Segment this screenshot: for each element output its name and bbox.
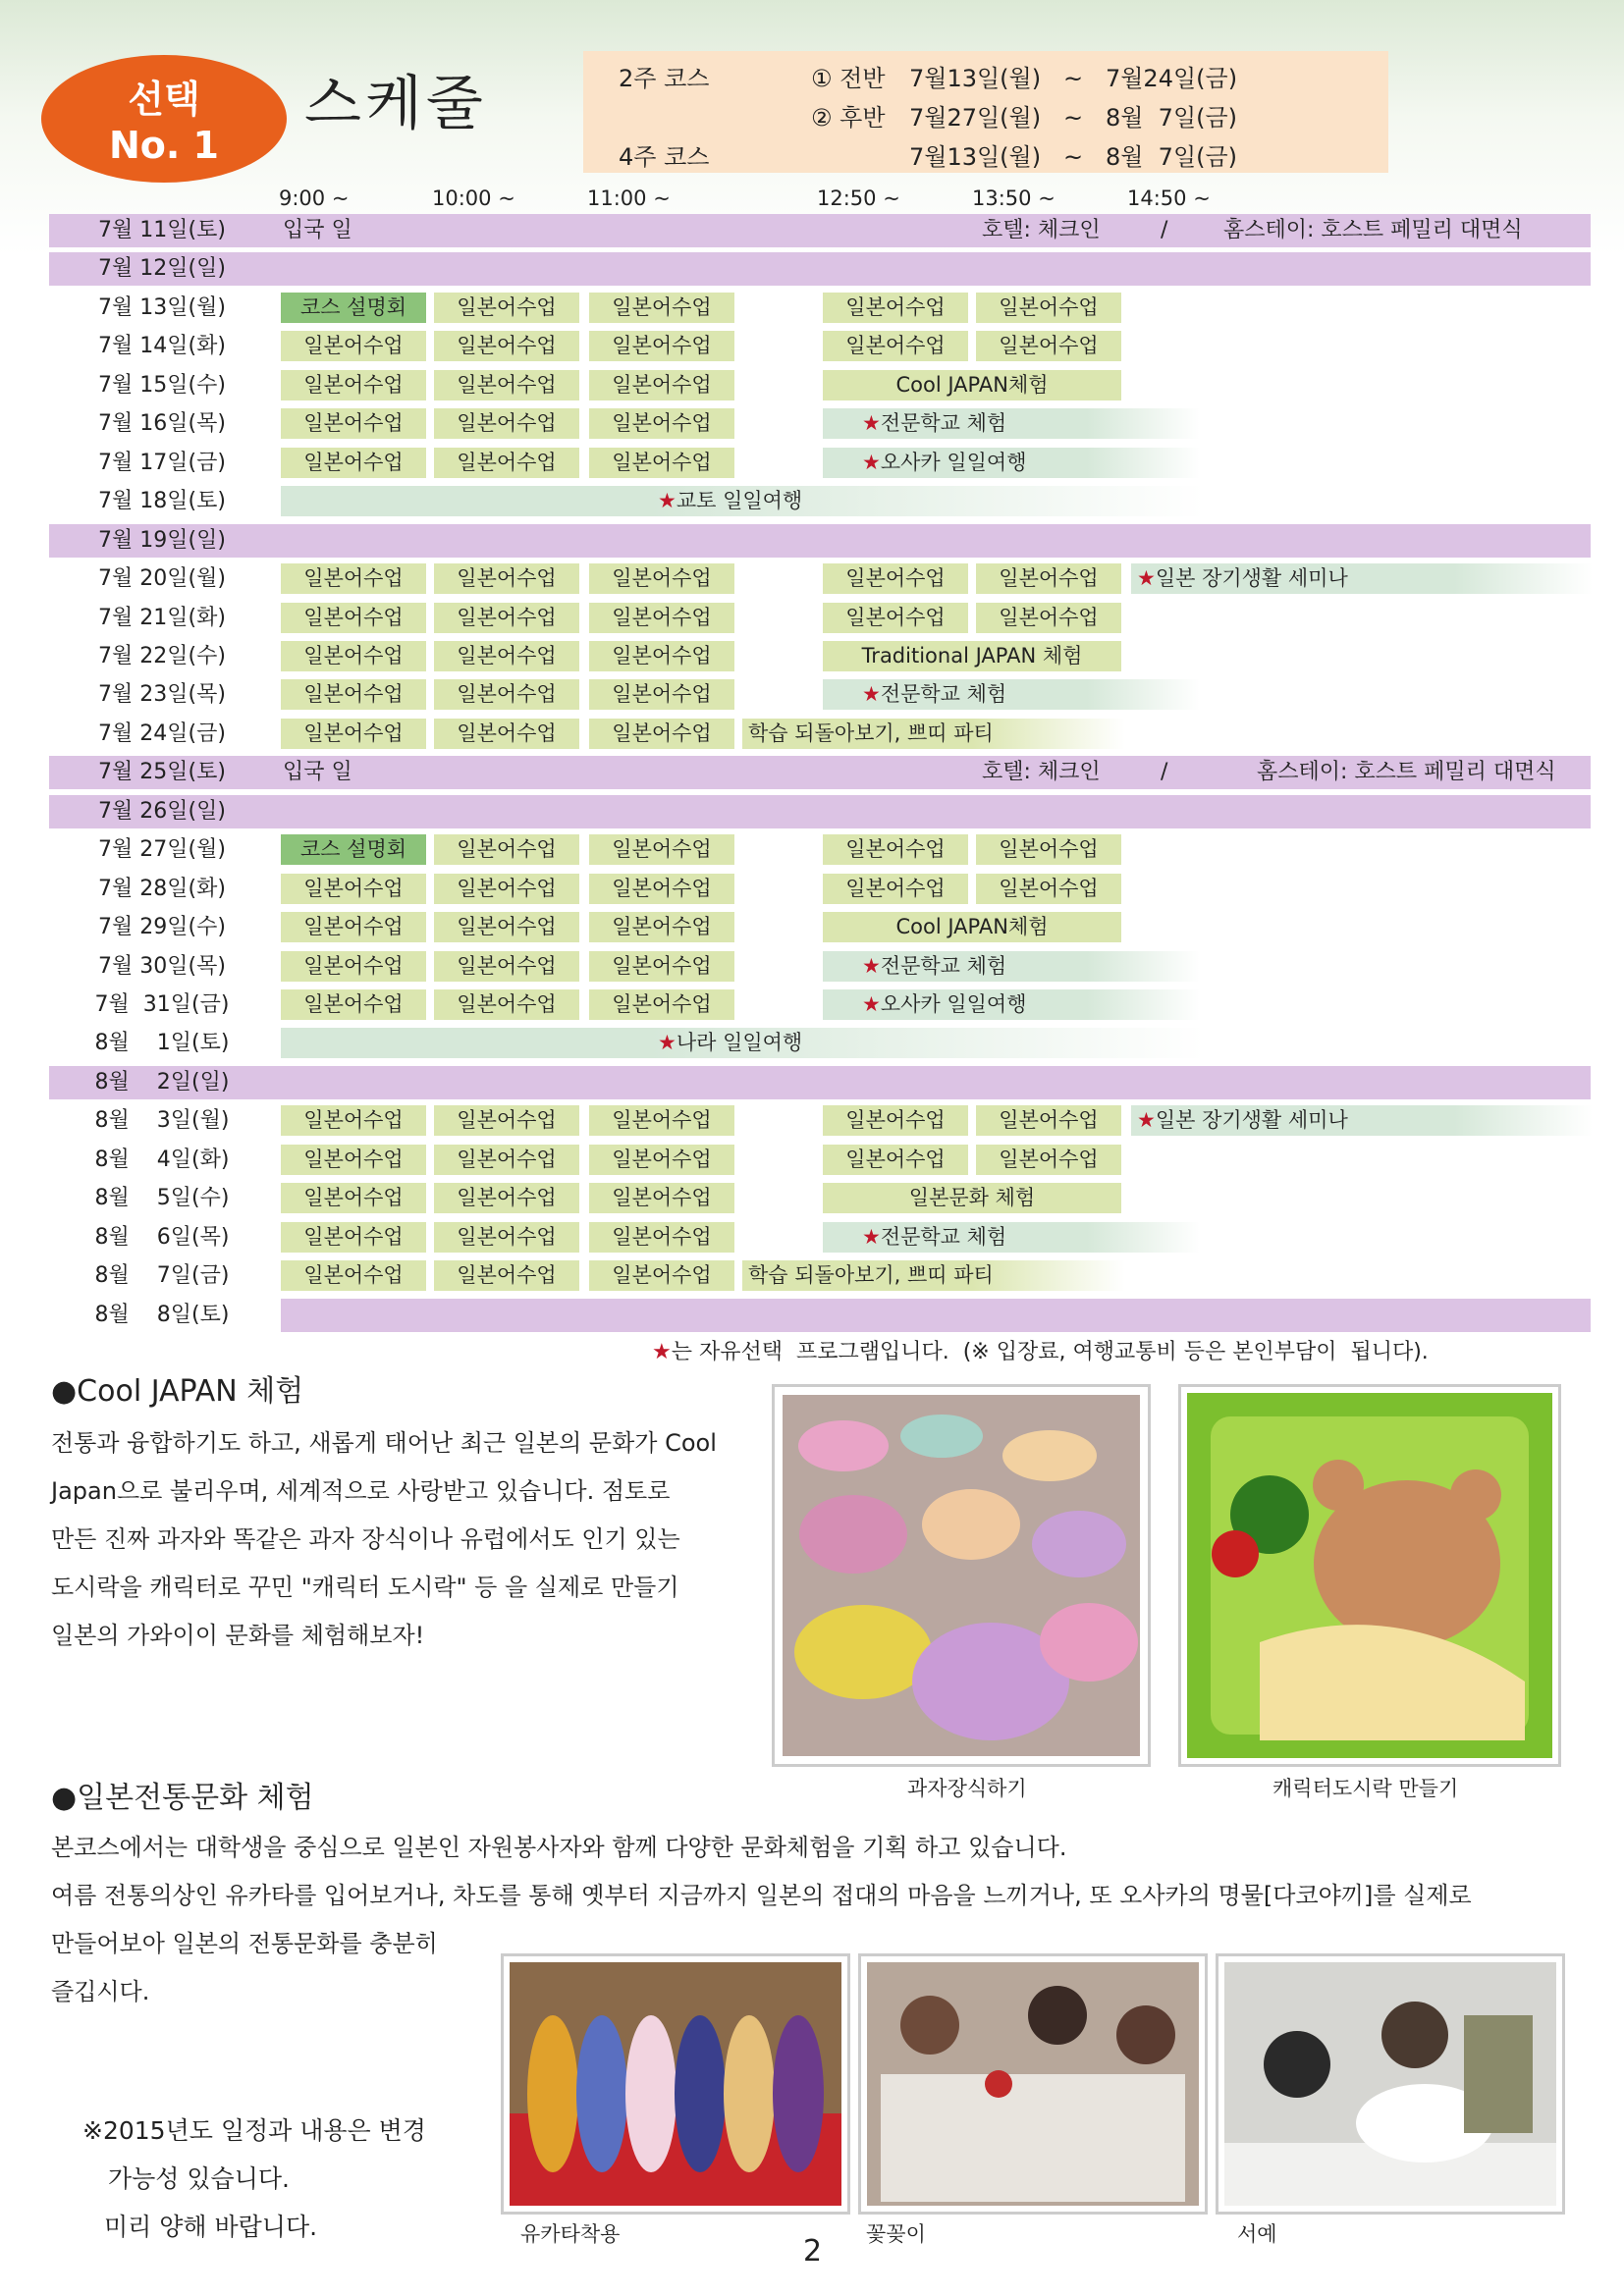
optional-program-cell <box>823 1222 1200 1253</box>
cool-japan-line: 일본의 가와이이 문화를 체험해보자! <box>51 1622 425 1649</box>
optional-program-label: 전문학교 체험 <box>880 1224 1007 1249</box>
japanese-class-cell: 일본어수업 <box>976 1105 1121 1136</box>
schedule-row <box>49 678 1591 712</box>
calligraphy-caption: 서예 <box>1237 2222 1277 2246</box>
page-title: 스케줄 <box>304 70 487 138</box>
star-icon: ★ <box>862 450 881 474</box>
japanese-class-cell: 일본어수업 <box>281 1222 426 1253</box>
schedule-row <box>49 1299 1591 1332</box>
japanese-class-cell: 일본어수업 <box>434 834 579 865</box>
japanese-class-cell: 일본어수업 <box>434 1260 579 1291</box>
japanese-class-cell: 일본어수업 <box>589 1222 734 1253</box>
japanese-class-cell: 일본어수업 <box>589 563 734 594</box>
schedule-row <box>49 756 1591 789</box>
japanese-class-cell: 일본어수업 <box>589 331 734 361</box>
japanese-class-cell: 일본어수업 <box>434 293 579 323</box>
japanese-class-cell: 일본어수업 <box>976 603 1121 633</box>
time-header-2: 10:00 ~ <box>432 187 515 210</box>
star-icon: ★ <box>1137 566 1156 591</box>
optional-program-label: 전문학교 체험 <box>880 682 1007 707</box>
japanese-class-cell: 일본어수업 <box>589 1260 734 1291</box>
course-orientation-cell: 코스 설명회 <box>281 293 426 323</box>
date-cell: 7월 22일(수) <box>98 643 226 668</box>
optional-program-cell <box>823 448 1200 478</box>
date-cell: 8월 4일(화) <box>94 1147 230 1172</box>
star-icon: ★ <box>1137 1108 1156 1133</box>
course-orientation-cell: 코스 설명회 <box>281 834 426 865</box>
time-header-6: 14:50 ~ <box>1127 187 1211 210</box>
japanese-class-cell: 일본어수업 <box>976 1145 1121 1175</box>
date-cell: 7월 29일(수) <box>98 915 226 940</box>
japanese-class-cell: 일본어수업 <box>281 563 426 594</box>
cool-japan-line: 도시락을 캐릭터로 꾸민 "캐릭터 도시락" 등 을 실제로 만들기 <box>51 1574 679 1601</box>
japanese-class-cell: 일본어수업 <box>281 951 426 982</box>
two-week-label: 2주 코스 <box>619 65 710 92</box>
date-cell: 7월 19일(일) <box>98 527 226 553</box>
schedule-row <box>49 330 1591 363</box>
flower-arrangement-photo <box>858 1953 1208 2215</box>
japanese-class-cell: 일본어수업 <box>434 1105 579 1136</box>
japanese-class-cell: 일본어수업 <box>281 448 426 478</box>
traditional-line: 여름 전통의상인 유카타를 입어보거나, 차도를 통해 옛부터 지금까지 일본의 접대의 마음을 느끼거나, 또 오사카의 명물[다코야끼]를 실제로 <box>51 1882 1472 1909</box>
date-cell: 7월 30일(목) <box>98 953 226 979</box>
selection-badge <box>41 55 287 183</box>
star-icon: ★ <box>862 992 881 1016</box>
date-cell: 8월 5일(수) <box>94 1186 230 1211</box>
japanese-class-cell: 일본어수업 <box>823 1145 968 1175</box>
japanese-class-cell: 일본어수업 <box>281 719 426 749</box>
date-cell: 8월 8일(토) <box>94 1302 230 1327</box>
day-trip-cell <box>281 1028 1204 1058</box>
bento-photo-caption: 캐릭터도시락 만들기 <box>1272 1777 1459 1800</box>
japanese-class-cell: 일본어수업 <box>434 563 579 594</box>
date-cell: 8월 2일(일) <box>94 1069 230 1095</box>
japanese-class-cell: 일본어수업 <box>281 989 426 1020</box>
japanese-class-cell: 일본어수업 <box>589 603 734 633</box>
seminar-cell <box>1131 1105 1593 1136</box>
schedule-row <box>49 911 1591 944</box>
star-icon: ★ <box>862 411 881 436</box>
flower-caption: 꽃꽂이 <box>866 2222 926 2246</box>
japanese-class-cell: 일본어수업 <box>589 408 734 439</box>
seminar-label: 일본 장기생활 세미나 <box>1155 1108 1348 1133</box>
japanese-class-cell: 일본어수업 <box>434 1222 579 1253</box>
schedule-row <box>49 369 1591 402</box>
second-half-dates: 7월27일(월) ~ 8월 7일(금) <box>909 104 1238 132</box>
japanese-class-cell: 일본어수업 <box>281 641 426 671</box>
japanese-class-cell: 일본어수업 <box>281 408 426 439</box>
schedule-row <box>49 524 1591 558</box>
traditional-title: ●일본전통문화 체험 <box>51 1781 314 1815</box>
time-header-3: 11:00 ~ <box>587 187 671 210</box>
japanese-class-cell: 일본어수업 <box>589 370 734 400</box>
date-cell: 7월 15일(수) <box>98 372 226 398</box>
japanese-class-cell: 일본어수업 <box>434 1183 579 1213</box>
japanese-class-cell: 일본어수업 <box>823 874 968 904</box>
date-cell: 8월 1일(토) <box>94 1031 230 1056</box>
time-header-1: 9:00 ~ <box>279 187 350 210</box>
time-header-4: 12:50 ~ <box>817 187 900 210</box>
second-half-label: ② 후반 <box>811 104 886 132</box>
schedule-row <box>49 873 1591 906</box>
schedule-row <box>49 1221 1591 1255</box>
optional-program-label: 전문학교 체험 <box>880 953 1007 978</box>
cool-japan-line: 전통과 융합하기도 하고, 새롭게 태어난 최근 일본의 문화가 Cool <box>51 1429 717 1457</box>
sweets-photo-caption: 과자장식하기 <box>907 1777 1027 1800</box>
schedule-row <box>49 833 1591 867</box>
note-text: 는 자유선택 프로그램입니다. (※ 입장료, 여행교통비 등은 본인부담이 됩니다). <box>671 1340 1429 1364</box>
japanese-class-cell: 일본어수업 <box>434 874 579 904</box>
traditional-line: 즐깁시다. <box>51 1978 150 2005</box>
schedule-row <box>49 1027 1591 1060</box>
time-header-5: 13:50 ~ <box>972 187 1056 210</box>
japanese-class-cell: 일본어수업 <box>589 293 734 323</box>
japanese-class-cell: 일본어수업 <box>434 951 579 982</box>
japanese-class-cell: 일본어수업 <box>823 331 968 361</box>
schedule-row <box>49 447 1591 480</box>
optional-program-cell <box>823 408 1200 439</box>
japanese-class-cell: 일본어수업 <box>434 331 579 361</box>
cool-japan-title: ●Cool JAPAN 체험 <box>51 1374 304 1409</box>
date-cell: 7월 27일(월) <box>98 837 226 863</box>
disclaimer <box>82 2107 426 2251</box>
japanese-class-cell: 일본어수업 <box>281 370 426 400</box>
sweets-decoration-photo <box>772 1384 1151 1767</box>
japanese-class-cell: 일본어수업 <box>976 834 1121 865</box>
japanese-class-cell: 일본어수업 <box>281 603 426 633</box>
review-party-cell: 학습 되돌아보기, 쁘띠 파티 <box>742 1260 1125 1291</box>
japanese-class-cell: 일본어수업 <box>434 989 579 1020</box>
japanese-class-cell: 일본어수업 <box>823 603 968 633</box>
japanese-class-cell: 일본어수업 <box>281 679 426 710</box>
page-number: 2 <box>803 2234 823 2269</box>
optional-program-cell <box>823 951 1200 982</box>
japanese-class-cell: 일본어수업 <box>589 679 734 710</box>
date-cell: 7월 25일(토) <box>98 760 226 785</box>
review-party-cell: 학습 되돌아보기, 쁘띠 파티 <box>742 719 1125 749</box>
separator-slash: / <box>1161 760 1168 785</box>
yukata-caption: 유카타착용 <box>520 2222 621 2246</box>
japanese-class-cell: 일본어수업 <box>434 603 579 633</box>
star-icon: ★ <box>862 953 881 978</box>
date-cell: 7월 23일(목) <box>98 682 226 708</box>
date-cell: 7월 21일(화) <box>98 605 226 630</box>
japanese-class-cell: 일본어수업 <box>589 912 734 942</box>
japanese-class-cell: 일본어수업 <box>976 563 1121 594</box>
japanese-class-cell: 일본어수업 <box>281 1145 426 1175</box>
schedule-row <box>49 1066 1591 1099</box>
japanese-class-cell: 일본어수업 <box>434 370 579 400</box>
japanese-class-cell: 일본어수업 <box>823 834 968 865</box>
free-option-note <box>652 1335 1429 1365</box>
japanese-class-cell: 일본어수업 <box>434 641 579 671</box>
japanese-class-cell: 일본어수업 <box>281 874 426 904</box>
japanese-class-cell: 일본어수업 <box>434 1145 579 1175</box>
disclaimer-line: 미리 양해 바랍니다. <box>104 2213 318 2241</box>
day-trip-label: 교토 일일여행 <box>676 489 803 513</box>
culture-experience-cell: Cool JAPAN체험 <box>823 370 1121 400</box>
star-icon: ★ <box>862 1224 881 1249</box>
date-cell: 7월 20일(월) <box>98 566 226 592</box>
traditional-line: 만들어보아 일본의 전통문화를 충분히 <box>51 1930 438 1957</box>
date-cell: 7월 12일(일) <box>98 256 226 282</box>
japanese-class-cell: 일본어수업 <box>589 1105 734 1136</box>
disclaimer-line: 가능성 있습니다. <box>108 2164 290 2193</box>
japanese-class-cell: 일본어수업 <box>589 1183 734 1213</box>
optional-program-label: 오사카 일일여행 <box>880 992 1027 1016</box>
badge-line2: No. 1 <box>108 124 219 167</box>
date-cell: 7월 24일(금) <box>98 721 226 746</box>
course-dates-box <box>583 51 1388 173</box>
date-cell: 7월 17일(금) <box>98 450 226 475</box>
optional-program-cell <box>823 989 1200 1020</box>
japanese-class-cell: 일본어수업 <box>434 448 579 478</box>
schedule-row <box>49 407 1591 441</box>
date-cell: 7월 13일(월) <box>98 294 226 320</box>
culture-experience-cell: Cool JAPAN체험 <box>823 912 1121 942</box>
homestay-label: 홈스테이: 호스트 페밀리 대면식 <box>1223 218 1523 242</box>
first-half-label: ① 전반 <box>811 65 886 92</box>
star-icon: ★ <box>658 489 677 513</box>
japanese-class-cell: 일본어수업 <box>434 408 579 439</box>
japanese-class-cell: 일본어수업 <box>589 719 734 749</box>
japanese-class-cell: 일본어수업 <box>823 1105 968 1136</box>
schedule-row <box>49 1259 1591 1293</box>
schedule-row <box>49 795 1591 828</box>
japanese-class-cell: 일본어수업 <box>589 1145 734 1175</box>
date-cell: 7월 14일(화) <box>98 334 226 359</box>
japanese-class-cell: 일본어수업 <box>281 912 426 942</box>
cool-japan-line: Japan으로 불리우며, 세계적으로 사랑받고 있습니다. 점토로 <box>51 1477 671 1505</box>
japanese-class-cell: 일본어수업 <box>281 1105 426 1136</box>
star-icon: ★ <box>652 1340 672 1364</box>
japanese-class-cell: 일본어수업 <box>823 293 968 323</box>
japanese-class-cell: 일본어수업 <box>976 331 1121 361</box>
disclaimer-line: ※2015년도 일정과 내용은 변경 <box>82 2116 426 2145</box>
date-cell: 7월 18일(토) <box>98 489 226 514</box>
four-week-label: 4주 코스 <box>619 143 710 171</box>
star-icon: ★ <box>658 1031 677 1055</box>
first-half-dates: 7월13일(월) ~ 7월24일(금) <box>909 65 1238 92</box>
day-trip-cell <box>281 486 1204 516</box>
optional-program-label: 전문학교 체험 <box>880 411 1007 436</box>
schedule-row <box>49 485 1591 518</box>
date-cell: 8월 6일(목) <box>94 1224 230 1250</box>
japanese-class-cell: 일본어수업 <box>434 912 579 942</box>
optional-program-cell <box>823 679 1200 710</box>
japanese-class-cell: 일본어수업 <box>976 293 1121 323</box>
arrival-label: 입국 일 <box>283 760 352 785</box>
day-trip-label: 나라 일일여행 <box>676 1031 803 1055</box>
japanese-class-cell: 일본어수업 <box>589 874 734 904</box>
hotel-checkin-label: 호텔: 체크인 <box>982 218 1101 242</box>
schedule-row <box>49 292 1591 325</box>
optional-program-label: 오사카 일일여행 <box>880 450 1027 474</box>
japanese-class-cell: 일본어수업 <box>281 1260 426 1291</box>
cool-japan-text <box>51 1419 758 1660</box>
japanese-class-cell: 일본어수업 <box>589 834 734 865</box>
departure-bar <box>281 1299 1591 1332</box>
traditional-line: 본코스에서는 대학생을 중심으로 일본인 자원봉사자와 함께 다양한 문화체험을 기획 하고 있습니다. <box>51 1834 1067 1861</box>
yukata-photo <box>501 1953 850 2215</box>
japanese-class-cell: 일본어수업 <box>976 874 1121 904</box>
date-cell: 7월 16일(목) <box>98 411 226 437</box>
schedule-row <box>49 602 1591 635</box>
date-cell: 7월 11일(토) <box>98 218 226 242</box>
cool-japan-line: 만든 진짜 과자와 똑같은 과자 장식이나 유럽에서도 인기 있는 <box>51 1525 680 1553</box>
arrival-label: 입국 일 <box>283 218 352 242</box>
schedule-row <box>49 562 1591 596</box>
japanese-class-cell: 일본어수업 <box>434 719 579 749</box>
schedule-row <box>49 988 1591 1022</box>
japanese-class-cell: 일본어수업 <box>281 331 426 361</box>
date-cell: 7월 26일(일) <box>98 798 226 824</box>
schedule-row <box>49 1144 1591 1177</box>
star-icon: ★ <box>862 682 881 707</box>
schedule-row <box>49 718 1591 751</box>
japanese-class-cell: 일본어수업 <box>823 563 968 594</box>
culture-experience-cell: Traditional JAPAN 체험 <box>823 641 1121 671</box>
schedule-row <box>49 1182 1591 1215</box>
badge-line1: 선택 <box>128 78 200 121</box>
schedule-row <box>49 252 1591 286</box>
date-cell: 7월 31일(금) <box>94 992 230 1017</box>
japanese-class-cell: 일본어수업 <box>589 989 734 1020</box>
japanese-class-cell: 일본어수업 <box>281 1183 426 1213</box>
schedule-row <box>49 950 1591 984</box>
separator-slash: / <box>1161 218 1168 242</box>
japanese-class-cell: 일본어수업 <box>589 641 734 671</box>
date-cell: 7월 28일(화) <box>98 876 226 901</box>
japanese-class-cell: 일본어수업 <box>589 951 734 982</box>
seminar-label: 일본 장기생활 세미나 <box>1155 566 1348 591</box>
hotel-checkin-label: 호텔: 체크인 <box>982 760 1101 785</box>
date-cell: 8월 7일(금) <box>94 1263 230 1289</box>
seminar-cell <box>1131 563 1593 594</box>
calligraphy-photo <box>1216 1953 1565 2215</box>
schedule-row <box>49 214 1591 247</box>
schedule-row <box>49 640 1591 673</box>
schedule-row <box>49 1104 1591 1138</box>
homestay-label: 홈스테이: 호스트 페밀리 대면식 <box>1257 760 1556 785</box>
four-week-dates: 7월13일(월) ~ 8월 7일(금) <box>909 143 1238 171</box>
japanese-class-cell: 일본어수업 <box>434 679 579 710</box>
date-cell: 8월 3일(월) <box>94 1108 230 1134</box>
culture-experience-cell: 일본문화 체험 <box>823 1183 1121 1213</box>
character-bento-photo <box>1178 1384 1561 1767</box>
japanese-class-cell: 일본어수업 <box>589 448 734 478</box>
